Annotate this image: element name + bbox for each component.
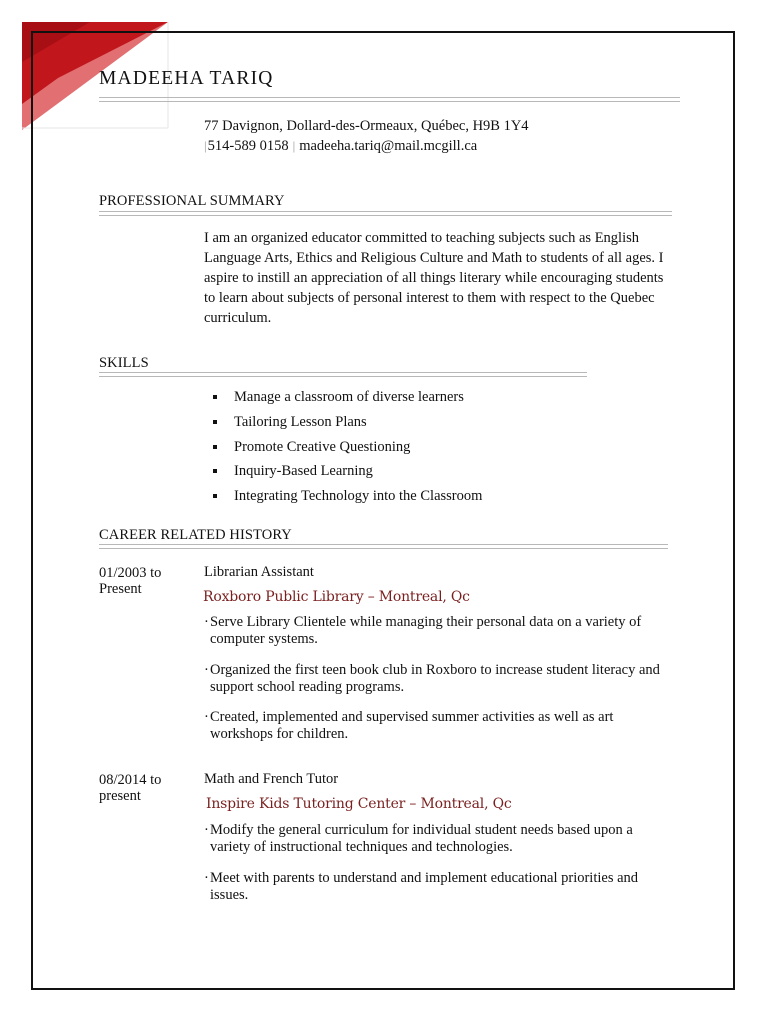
job-organization: Roxboro Public Library – Montreal, Qc — [203, 589, 470, 605]
job-title: Math and French Tutor — [204, 771, 339, 787]
name-divider — [99, 97, 680, 102]
skill-item: Inquiry-Based Learning — [204, 461, 482, 486]
summary-heading: PROFESSIONAL SUMMARY — [99, 193, 285, 209]
summary-divider — [99, 211, 672, 216]
contact-email[interactable]: madeeha.tariq@mail.mcgill.ca — [299, 138, 478, 154]
square-bullet-icon — [213, 445, 217, 449]
job-bullet: · Serve Library Clientele while managing their personal data on a variety of computer systems. — [204, 614, 642, 647]
contact-address: 77 Davignon, Dollard-des-Ormeaux, Québec, H9B 1Y4 — [204, 118, 529, 134]
skill-item: Integrating Technology into the Classroom — [204, 486, 482, 511]
skills-divider — [99, 372, 587, 377]
skills-heading: SKILLS — [99, 355, 149, 371]
job-bullet: · Organized the first teen book club in Roxboro to increase student literacy and support school reading programs. — [204, 662, 660, 695]
skill-item: Tailoring Lesson Plans — [204, 412, 482, 437]
job-bullet: · Meet with parents to understand and implement educational priorities and issues. — [204, 870, 639, 903]
separator-icon: | — [292, 138, 296, 153]
square-bullet-icon — [213, 469, 217, 473]
job-dates: 01/2003 to Present — [99, 565, 162, 597]
job-organization: Inspire Kids Tutoring Center – Montreal, Qc — [206, 796, 512, 812]
skills-list — [204, 387, 482, 511]
separator-icon: | — [204, 138, 207, 153]
summary-text: I am an organized educator committed to teaching subjects such as English Language Arts, Ethics and Religious Culture and Math to students of all ages. I aspire to instill an appreciation of all things literary while encouraging students to learn about subjects of personal interest to them with respect to the Quebec curriculum. — [204, 230, 664, 326]
skill-item: Promote Creative Questioning — [204, 437, 482, 462]
career-divider — [99, 544, 668, 549]
job-title: Librarian Assistant — [204, 564, 314, 580]
candidate-name: MADEEHA TARIQ — [99, 68, 274, 89]
square-bullet-icon — [213, 494, 217, 498]
skill-item: Manage a classroom of diverse learners — [204, 387, 482, 412]
job-bullet: · Created, implemented and supervised summer activities as well as art workshops for children. — [204, 709, 614, 742]
square-bullet-icon — [213, 395, 217, 399]
job-bullet: · Modify the general curriculum for individual student needs based upon a variety of instructional techniques and technologies. — [204, 822, 633, 855]
career-heading: CAREER RELATED HISTORY — [99, 527, 292, 543]
square-bullet-icon — [213, 420, 217, 424]
contact-line — [204, 136, 477, 156]
contact-phone: 514-589 0158 — [207, 138, 289, 154]
job-dates: 08/2014 to present — [99, 772, 162, 804]
